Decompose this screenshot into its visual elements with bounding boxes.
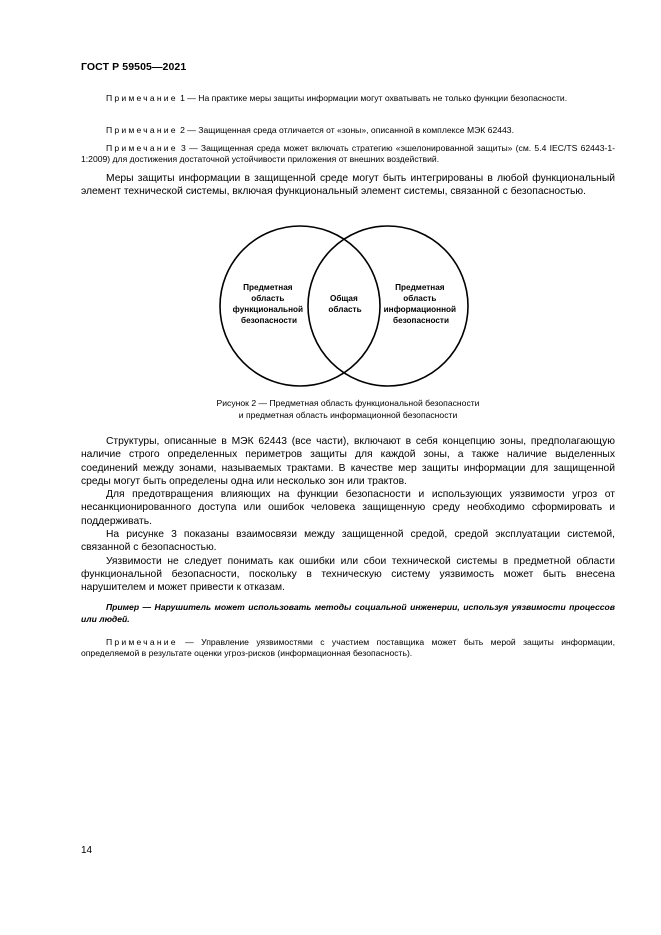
venn-diagram (215, 222, 475, 392)
paragraph: На рисунке 3 показаны взаимосвязи между защищенной средой, средой эксплуатации системой, связанной с безопасностью. (81, 529, 615, 554)
example-text: Пример — Нарушитель может использовать методы социальной инженерии, используя уязвимости процессов или людей. (81, 602, 615, 624)
body-text (81, 435, 615, 595)
document-header: ГОСТ Р 59505—2021 (81, 61, 187, 73)
paragraph: Уязвимости не следует понимать как ошибки или сбои технической системы в предметной области функциональной безопасности, поскольку в техническую систему уязвимость может быть внесена нарушителем и может привести к отказам. (81, 555, 615, 594)
note-3 (81, 143, 615, 165)
note-label: Примечание (106, 637, 178, 647)
caption-line: Рисунок 2 — Предметная область функциональной безопасности (216, 398, 480, 408)
note-label: Примечание (106, 125, 178, 135)
note-1 (81, 93, 615, 104)
page-number: 14 (81, 845, 93, 856)
right-region-label: Предметная область информационной безопасности (383, 283, 457, 325)
note-label: Примечание (106, 143, 178, 153)
note-2 (81, 125, 615, 136)
note-text: 2 — Защищенная среда отличается от «зоны», описанной в комплексе МЭК 62443. (177, 125, 514, 135)
note-text: — Управление уязвимостями с участием поставщика может быть мерой защиты информации, определяемой в результате оценки угроз-рисков (информационная безопасность). (81, 637, 615, 658)
intro-paragraph: Меры защиты информации в защищенной среде могут быть интегрированы в любой функциональный элемент технической системы, включая функциональный элемент системы, связанной с безопасностью. (81, 173, 615, 198)
caption-line: и предметная область информационной безопасности (238, 409, 458, 420)
left-region-label: Предметная область функциональной безопасности (232, 283, 304, 325)
paragraph: Структуры, описанные в МЭК 62443 (все части), включают в себя концепцию зоны, предполагающую наличие строго определенных периметров защиты для каждой зоны, а также наличие выделенных соединений между зонами, называемых трактами. В качестве мер защиты информации для защищенной среды могут быть определены одна или несколько зон или трактов. (81, 436, 615, 487)
center-region-label: Общая область (328, 294, 362, 314)
final-note (81, 637, 615, 659)
note-text: 3 — Защищенная среда может включать стратегию «эшелонированной защиты» (см. 5.4 IEC/TS 62443-1-1:2009) для достижения достаточной устойчивости приложения от внешних воздействий. (81, 143, 615, 164)
figure-caption (81, 398, 615, 421)
note-text: 1 — На практике меры защиты информации могут охватывать не только функции безопасности. (177, 93, 568, 103)
paragraph: Для предотвращения влияющих на функции безопасности и использующих уязвимости угроз от несанкционированного доступа или ошибок человека защищенную среду необходимо сформировать и поддерживать. (81, 489, 615, 527)
note-label: Примечание (106, 93, 178, 103)
